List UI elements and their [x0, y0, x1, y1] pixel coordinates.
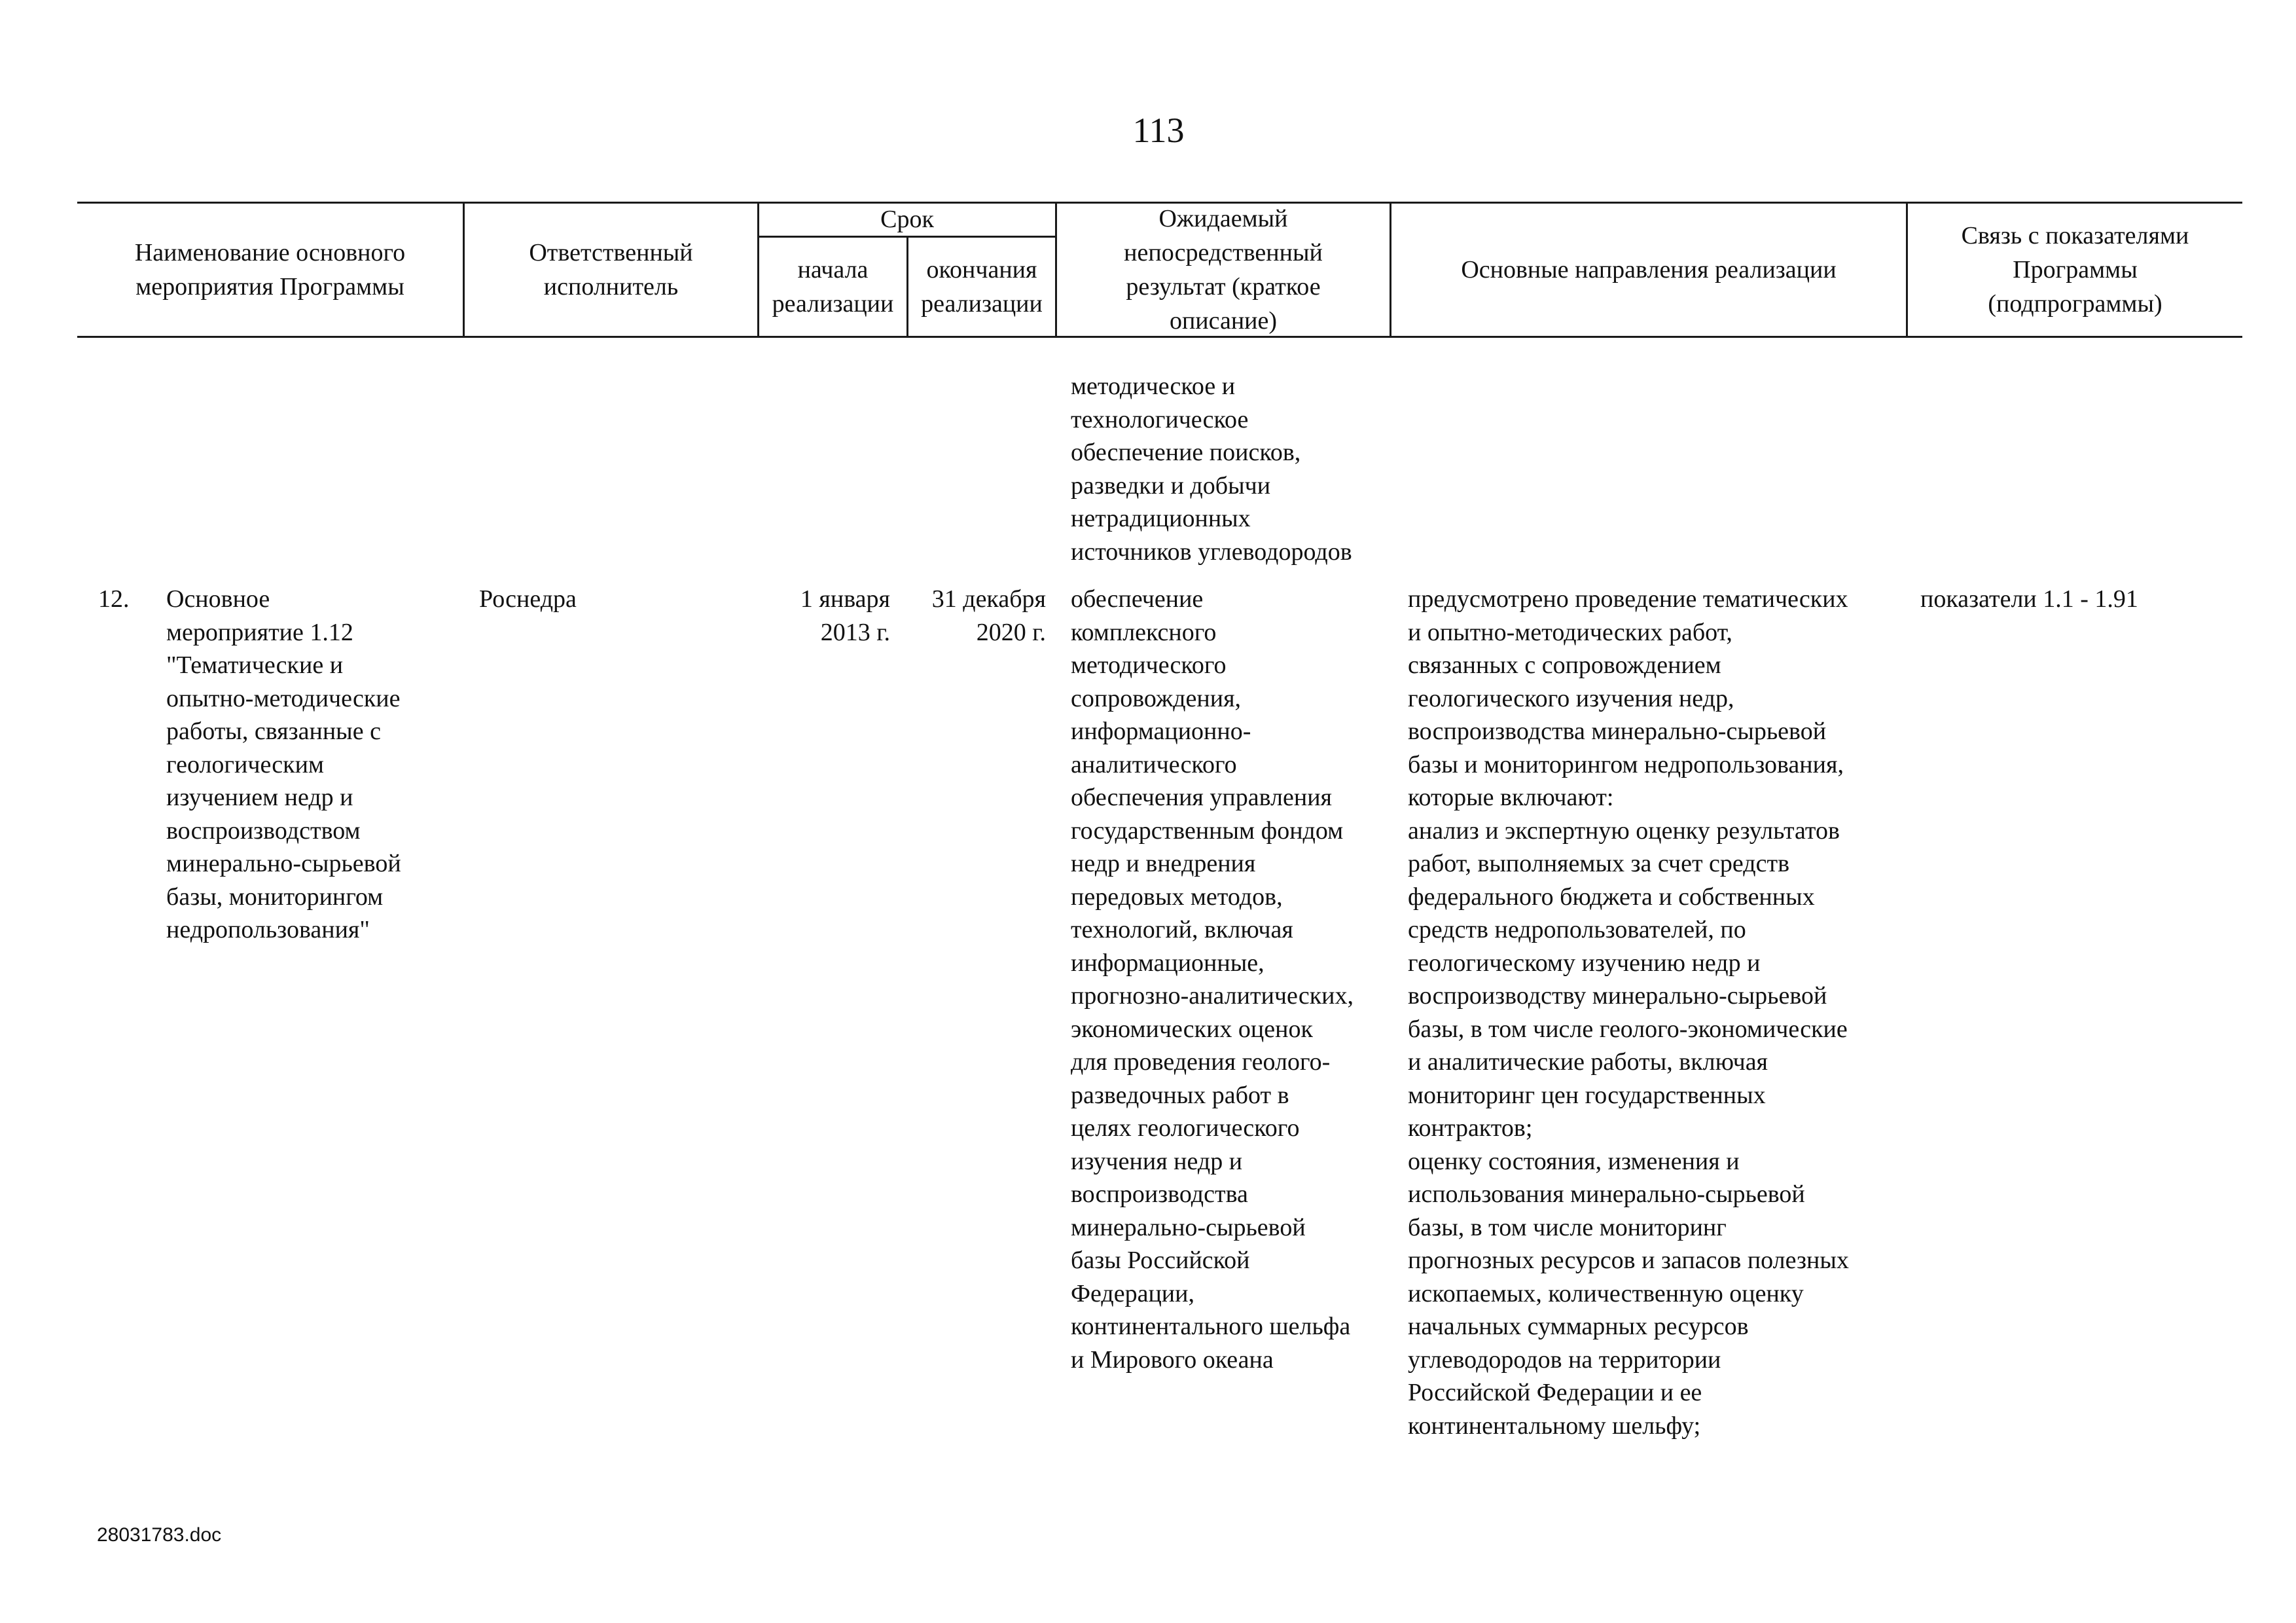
row-result: обеспечение комплексного методического сопровождения, информационно- аналитического обеспечения управления государственным фондом недр и внедрения передовых методов, технологий, включая информационные, прогнозно-аналитических, экономических оценок для проведения геолого- разведочных работ в целях геологического изучения недр и воспроизводства минерально-сырьевой базы Российской Федерации, континентального шельфа и Мирового океана: [1071, 585, 1354, 1374]
footer-document-id: 28031783.doc: [97, 1524, 222, 1546]
row-start: 1 января 2013 г.: [800, 585, 890, 646]
header-name: Наименование основного мероприятия Программы: [134, 238, 406, 301]
row-indicators: показатели 1.1 - 1.91: [1920, 585, 2138, 613]
row-directions: предусмотрено проведение тематических и опытно-методических работ, связанных с сопровождением геологического изучения недр, воспроизводства минерально-сырьевой базы и мониторингом недропользования, которые включают: анализ и экспертную оценку результатов работ, выполняемых за счет средств федерального бюджета и собственных средств недропользователей, по геологическому изучению недр и воспроизводству минерально-сырьевой базы, в том числе геолого-экономические и аналитические работы, включая мониторинг цен государственных контрактов; оценку состояния, изменения и использования минерально-сырьевой базы, в том числе мониторинг прогнозных ресурсов и запасов полезных ископаемых, количественную оценку начальных суммарных ресурсов углеводородов на территории Российской Федерации и ее континентальному шельфу;: [1408, 585, 1849, 1440]
header-end: окончания реализации: [921, 256, 1043, 318]
header-start: начала реализации: [772, 256, 894, 318]
page-number: 113: [1132, 111, 1185, 150]
continuation-result: методическое и технологическое обеспечение поисков, разведки и добычи нетрадиционных источников углеводородов: [1071, 373, 1352, 566]
header-term: Срок: [880, 206, 934, 233]
header-directions: Основные направления реализации: [1461, 255, 1837, 283]
row-executor: Роснедра: [479, 585, 577, 613]
header-executor: Ответственный исполнитель: [529, 238, 693, 301]
row-end: 31 декабря 2020 г.: [931, 585, 1046, 646]
row-number: 12.: [98, 585, 130, 613]
header-indicators: Связь с показателями Программы (подпрограммы): [1961, 221, 2189, 318]
header-result: Ожидаемый непосредственный результат (краткое описание): [1124, 204, 1323, 335]
row-name: Основное мероприятие 1.12 "Тематические и опытно-методические работы, связанные с геологическим изучением недр и воспроизводством минерально-сырьевой базы, мониторингом недропользования": [166, 585, 401, 943]
